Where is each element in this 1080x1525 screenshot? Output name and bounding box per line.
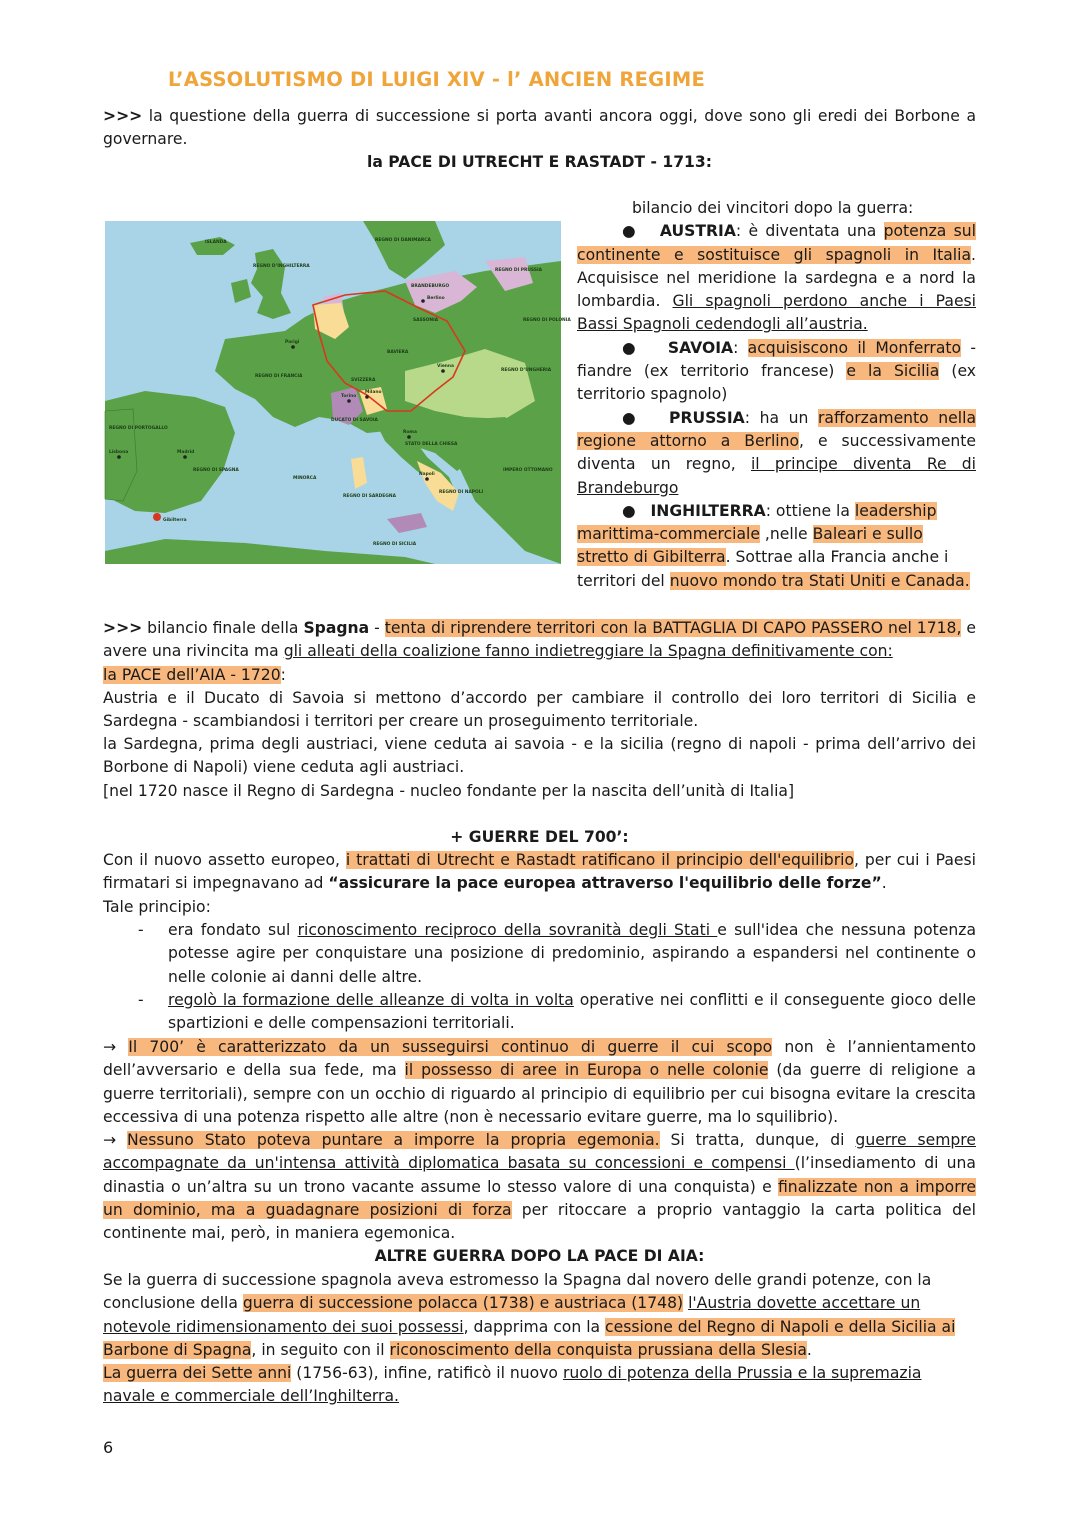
svg-text:ISLANDA: ISLANDA <box>205 240 227 245</box>
svg-text:Madrid: Madrid <box>177 450 195 455</box>
svg-text:Roma: Roma <box>403 430 417 435</box>
svg-text:REGNO DI FRANCIA: REGNO DI FRANCIA <box>255 374 303 379</box>
guerre700-p2: → Nessuno Stato poteva puntare a imporre la propria egemonia. Si tratta, dunque, di guerre sempre accompagnate da un'intensa attività diplomatica basata su concessioni e compensi (l’insediamento di una dinastia o un’altra su un trono vacante assume lo stesso valore di una conquista) e finalizzate non a imporre un dominio, ma a guadagnare posizioni di forza per ritoccare a proprio vantaggio la carta politica del continente mai, però, in maniera egemonica. <box>103 1131 976 1243</box>
svg-text:DUCATO DI SAVOIA: DUCATO DI SAVOIA <box>331 418 378 423</box>
svg-text:MINORCA: MINORCA <box>293 476 317 481</box>
intro-text: la questione della guerra di successione si porta avanti ancora oggi, dove sono gli eredi dei Borbone a governare. <box>103 107 976 149</box>
arrow-marker: >>> <box>103 107 143 125</box>
svg-text:REGNO DI SPAGNA: REGNO DI SPAGNA <box>193 468 239 473</box>
intro-paragraph <box>103 105 976 152</box>
bullet-icon: ● <box>622 501 636 520</box>
svg-text:SASSONIA: SASSONIA <box>413 318 439 323</box>
bullet-icon: ● <box>622 222 638 241</box>
svg-text:IMPERO OTTOMANO: IMPERO OTTOMANO <box>503 468 553 473</box>
svg-text:REGNO D’INGHILTERRA: REGNO D’INGHILTERRA <box>253 264 310 269</box>
bullet-icon: ● <box>622 338 640 357</box>
altre-heading: ALTRE GUERRA DOPO LA PACE DI AIA: <box>374 1247 705 1265</box>
guerre700-p1: → Il 700’ è caratterizzato da un susseguirsi continuo di guerre il cui scopo non è l’annientamento dell’avversario e della sua fede, ma il possesso di aree in Europa o nelle colonie (da guerre di religione a guerre territoriali), sempre con un occhio di riguardo al principio di equilibrio per cui bisogna evitare la crescita eccessiva di una potenza rispetto alle altre (non è necessario evitare guerre, ma lo squilibrio). <box>103 1038 977 1126</box>
svg-text:BAVIERA: BAVIERA <box>387 350 409 355</box>
svg-text:REGNO DI PRUSSIA: REGNO DI PRUSSIA <box>495 268 543 273</box>
list-item: - era fondato sul riconoscimento reciproco della sovranità degli Stati e sull'idea che nessuna potenza potesse agire per conquistare una posizione di predominio, aspirando a espandersi nel continente o nelle colonie ai danni delle altre. <box>138 921 976 986</box>
spagna-p4: [nel 1720 nasce il Regno di Sardegna - nucleo fondante per la nascita dell’unità di Italia] <box>103 782 795 800</box>
winner-savoia: ● SAVOIA: acquisiscono il Monferrato - fiandre (ex territorio francese) e la Sicilia (ex territorio spagnolo) <box>577 338 977 404</box>
page-title: L’ASSOLUTISMO DI LUIGI XIV - l’ ANCIEN REGIME <box>168 68 705 91</box>
svg-text:REGNO DI DANIMARCA: REGNO DI DANIMARCA <box>375 238 431 243</box>
winner-prussia: ● PRUSSIA: ha un rafforzamento nella regione attorno a Berlino, e successivamente diventa un regno, il principe diventa Re di Brandeburgo <box>577 408 977 497</box>
svg-text:Torino: Torino <box>341 394 357 399</box>
principio-list <box>103 919 976 1035</box>
guerre700-intro: Con il nuovo assetto europeo, i trattati di Utrecht e Rastadt ratificano il principio dell'equilibrio, per cui i Paesi firmatari si impegnavano ad “assicurare la pace europea attraverso l'equilibrio delle forze”. <box>103 851 976 893</box>
svg-text:Napoli: Napoli <box>419 472 435 477</box>
winner-inghilterra: ● INGHILTERRA: ottiene la leadership marittima-commerciale ,nelle Baleari e sullo stretto di Gibilterra. Sottrae alla Francia anche i territori del nuovo mondo tra Stati Uniti e Canada. <box>577 501 970 590</box>
svg-text:REGNO DI NAPOLI: REGNO DI NAPOLI <box>439 490 484 495</box>
svg-text:BRANDEBURGO: BRANDEBURGO <box>411 284 450 289</box>
gibraltar-marker <box>153 513 161 521</box>
page-number: 6 <box>103 1438 114 1457</box>
spagna-paragraph: >>> bilancio finale della Spagna - tenta di riprendere territori con la BATTAGLIA DI CAPO PASSERO nel 1718, e avere una rivincita ma gli alleati della coalizione fanno indietreggiare la Spagna definitivamente con: la PACE dell’AIA - 1720: <box>103 619 976 684</box>
utrecht-heading: la PACE DI UTRECHT E RASTADT - 1713: <box>366 153 712 171</box>
svg-text:STATO DELLA CHIESA: STATO DELLA CHIESA <box>405 442 458 447</box>
svg-text:Berlino: Berlino <box>427 296 445 301</box>
altre-paragraph: Se la guerra di successione spagnola aveva estromesso la Spagna dal novero delle grandi potenze, con la conclusione della guerra di successione polacca (1738) e austriaca (1748) l'Austria dovette accettare un notevole ridimensionamento dei suoi possessi, dapprima con la cessione del Regno di Napoli e della Sicilia ai Barbone di Spagna, in seguito con il riconoscimento della conquista prussiana della Slesia. La guerra dei Sette anni (1756-63), infine, ratificò il nuovo ruolo di potenza della Prussia e la supremazia navale e commerciale dell’Inghilterra. <box>103 1271 956 1406</box>
arrow-icon: → <box>103 1038 117 1056</box>
svg-text:Vienna: Vienna <box>437 364 455 369</box>
svg-text:Milano: Milano <box>365 390 382 395</box>
spagna-p2: Austria e il Ducato di Savoia si mettono d’accordo per cambiare il controllo dei loro territori di Sicilia e Sardegna - scambiandosi i territori per creare un proseguimento territoriale. <box>103 689 976 731</box>
svg-text:REGNO DI PORTOGALLO: REGNO DI PORTOGALLO <box>109 426 168 431</box>
svg-text:REGNO DI SARDEGNA: REGNO DI SARDEGNA <box>343 494 396 499</box>
arrow-marker: >>> <box>103 619 143 637</box>
principio-label: Tale principio: <box>103 898 211 916</box>
svg-text:Lisbona: Lisbona <box>109 450 129 455</box>
guerre700-heading: + GUERRE DEL 700’: <box>450 828 629 846</box>
svg-text:Parigi: Parigi <box>285 340 300 345</box>
svg-text:REGNO DI SICILIA: REGNO DI SICILIA <box>373 542 417 547</box>
spagna-p3: la Sardegna, prima degli austriaci, viene ceduta ai savoia - e la sicilia (regno di napoli - prima dell’arrivo dei Borbone di Napoli) viene ceduta agli austriaci. <box>103 735 976 777</box>
winners-intro: bilancio dei vincitori dopo la guerra: <box>632 199 914 217</box>
winners-column <box>577 197 976 593</box>
svg-text:REGNO DI POLONIA: REGNO DI POLONIA <box>523 318 571 323</box>
svg-text:SVIZZERA: SVIZZERA <box>351 378 376 383</box>
bullet-icon: ● <box>622 408 641 427</box>
europe-map-1713 <box>105 221 571 564</box>
list-item: - regolò la formazione delle alleanze di volta in volta operative nei conflitti e il conseguente gioco delle spartizioni e delle compensazioni territoriali. <box>138 990 976 1033</box>
pace-aia: la PACE dell’AIA - 1720 <box>103 665 281 684</box>
europe-map-svg <box>105 221 571 564</box>
arrow-icon: → <box>103 1131 117 1149</box>
svg-text:REGNO D’UNGHERIA: REGNO D’UNGHERIA <box>501 368 552 373</box>
svg-text:Gibilterra: Gibilterra <box>163 518 187 523</box>
winner-austria: ● AUSTRIA: è diventata una potenza sul continente e sostituisce gli spagnoli in Italia. Acquisisce nel meridione la sardegna e a nord la lombardia. Gli spagnoli perdono anche i Paesi Bassi Spagnoli cedendogli all’austria. <box>577 222 977 334</box>
